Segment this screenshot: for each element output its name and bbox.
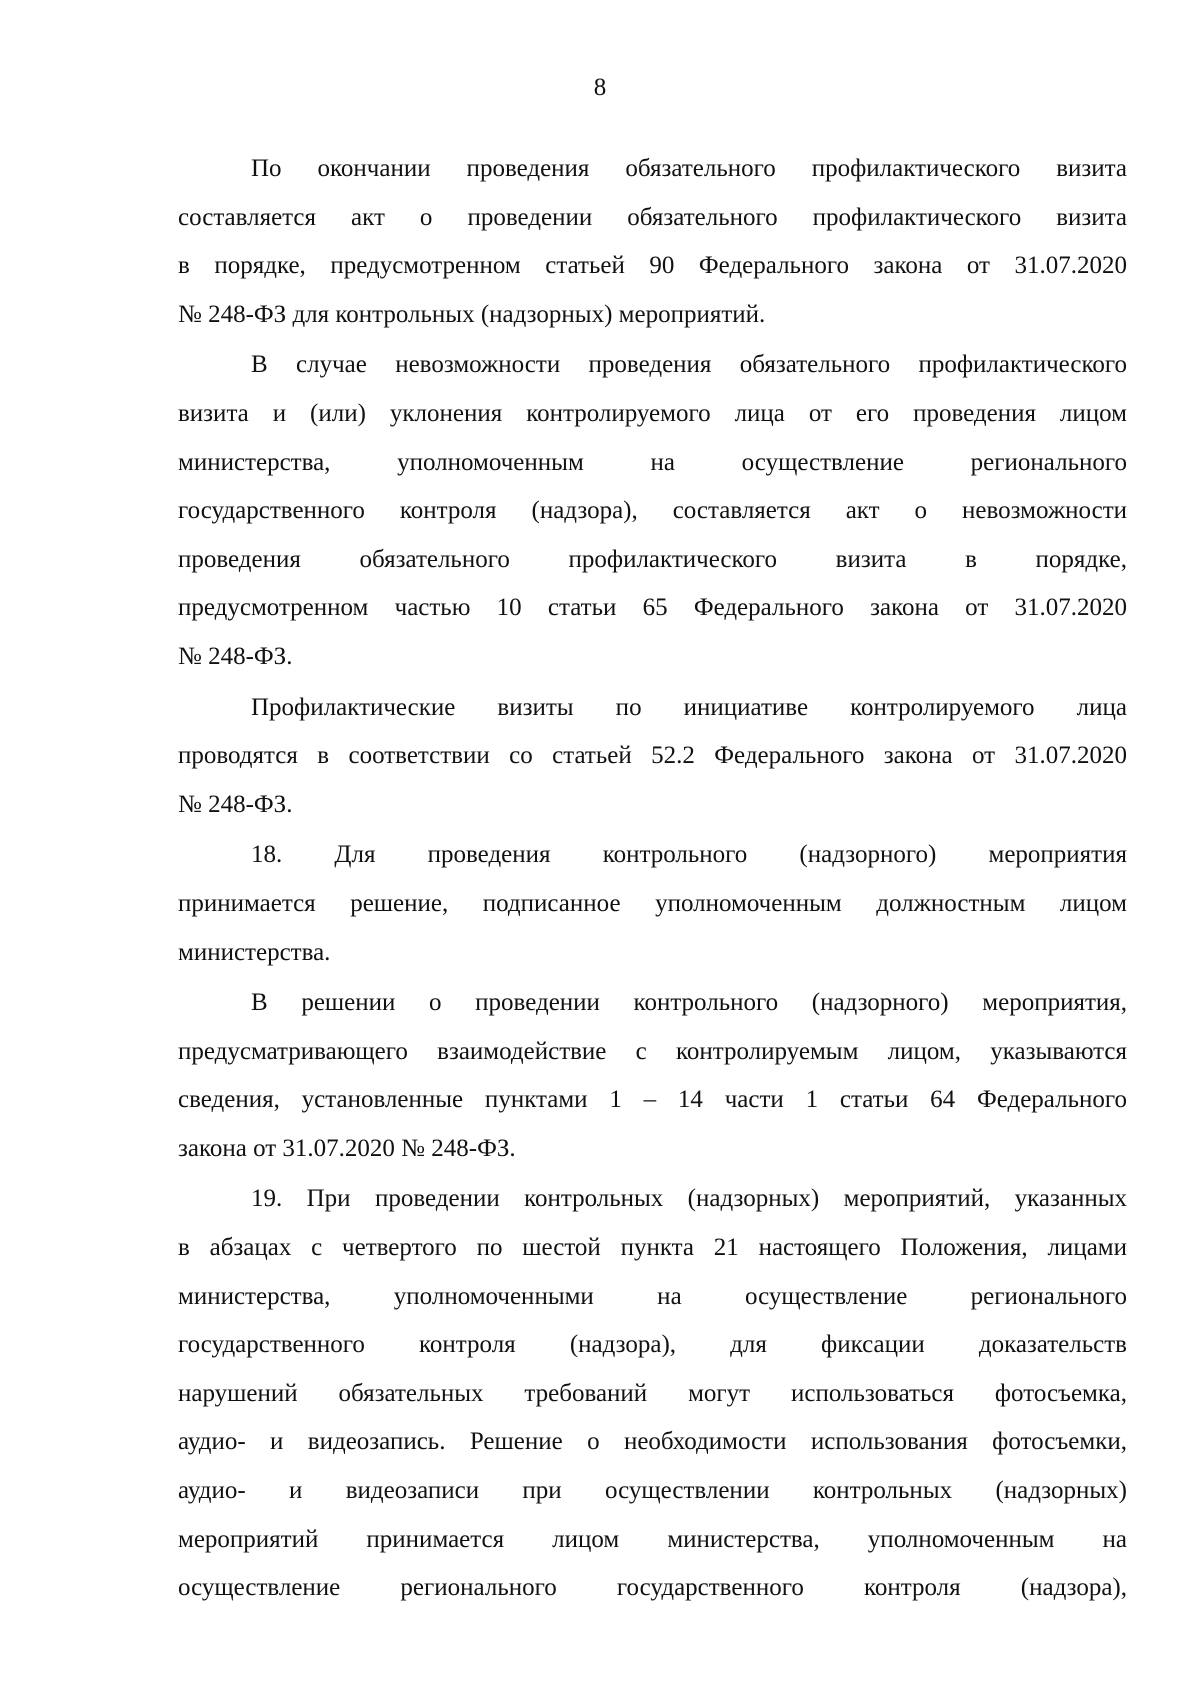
text-line: составляется акт о проведении обязательного профилактического визита: [178, 203, 1127, 231]
text-line: проведения обязательного профилактического визита в порядке,: [178, 545, 1127, 573]
page-number: 8: [593, 74, 607, 101]
text-line: По окончании проведения обязательного профилактического визита: [251, 155, 1127, 182]
paragraph: [178, 1175, 1127, 1612]
text-line: В случае невозможности проведения обязательного профилактического: [251, 351, 1127, 379]
paragraph: [178, 979, 1127, 1173]
text-line: осуществление регионального государственного контроля (надзора),: [178, 1574, 1127, 1602]
text-line: Профилактические визиты по инициативе контролируемого лица: [251, 693, 1127, 721]
text-line: 19. При проведении контрольных (надзорных) мероприятий, указанных: [251, 1185, 1127, 1213]
text-line: В решении о проведении контрольного (надзорного) мероприятия,: [251, 989, 1127, 1017]
text-line: проводятся в соответствии со статьей 52.2 Федерального закона от 31.07.2020: [178, 742, 1127, 770]
text-line: министерства, уполномоченными на осуществление регионального: [178, 1282, 1127, 1310]
text-line: государственного контроля (надзора), для фиксации доказательств: [178, 1331, 1127, 1359]
paragraph: [178, 831, 1127, 977]
text-line: принимается решение, подписанное уполномоченным должностным лицом: [178, 889, 1127, 917]
text-line: предусматривающего взаимодействие с контролируемым лицом, указываются: [178, 1037, 1127, 1065]
text-line: сведения, установленные пунктами 1 – 14 части 1 статьи 64 Федерального: [178, 1086, 1127, 1114]
text-line: мероприятий принимается лицом министерства, уполномоченным на: [178, 1525, 1127, 1553]
text-line: аудио- и видеозапись. Решение о необходимости использования фотосъемки,: [178, 1428, 1127, 1456]
text-line: предусмотренном частью 10 статьи 65 Федерального закона от 31.07.2020: [178, 594, 1127, 622]
text-line: в порядке, предусмотренном статьей 90 Федерального закона от 31.07.2020: [178, 252, 1127, 280]
text-line: визита и (или) уклонения контролируемого лица от его проведения лицом: [178, 399, 1127, 427]
text-line: нарушений обязательных требований могут использоваться фотосъемка,: [178, 1379, 1127, 1407]
text-line: № 248-ФЗ.: [178, 642, 293, 670]
text-line: государственного контроля (надзора), составляется акт о невозможности: [178, 497, 1127, 525]
paragraph: [178, 145, 1127, 339]
text-line: № 248-ФЗ.: [178, 790, 293, 818]
paragraph: [178, 684, 1127, 830]
text-line: 18. Для проведения контрольного (надзорного) мероприятия: [251, 841, 1127, 869]
text-line: министерства.: [178, 938, 331, 966]
paragraph: [178, 341, 1127, 681]
text-line: министерства, уполномоченным на осуществление регионального: [178, 448, 1127, 476]
document-body: [178, 145, 1127, 1613]
text-line: закона от 31.07.2020 № 248-ФЗ.: [178, 1134, 516, 1162]
text-line: № 248-ФЗ для контрольных (надзорных) мероприятий.: [178, 300, 766, 328]
text-line: аудио- и видеозаписи при осуществлении контрольных (надзорных): [178, 1477, 1127, 1505]
text-line: в абзацах с четвертого по шестой пункта 21 настоящего Положения, лицами: [178, 1234, 1127, 1262]
